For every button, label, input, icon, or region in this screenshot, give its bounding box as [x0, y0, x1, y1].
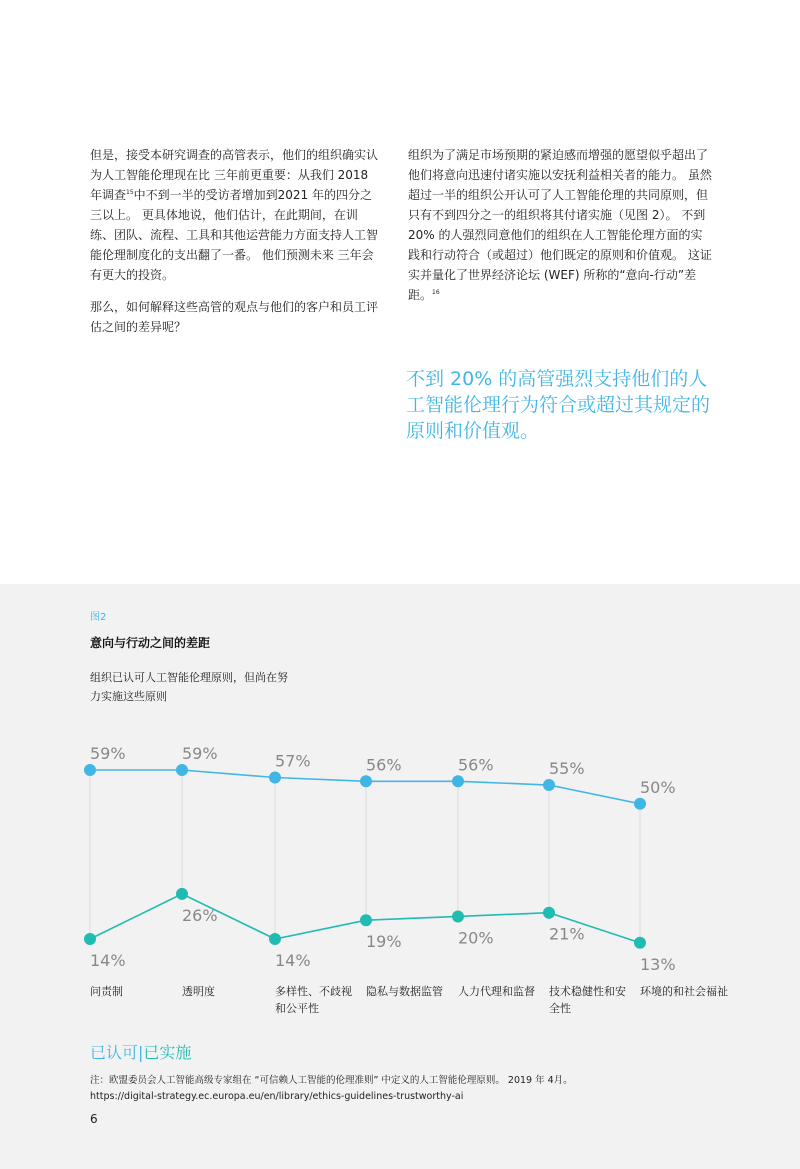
data-label-implemented: 19%	[366, 932, 402, 952]
data-point-endorsed	[84, 764, 96, 776]
data-point-endorsed	[543, 779, 555, 791]
data-label-endorsed: 59%	[182, 744, 218, 763]
data-label-implemented: 14%	[90, 951, 126, 970]
data-point-implemented	[176, 888, 188, 900]
footnote-url[interactable]: https://digital-strategy.ec.europa.eu/en/library/ethics-guidelines-trustworthy-ai	[90, 1091, 464, 1102]
data-label-implemented: 26%	[182, 905, 218, 925]
category-label: 人力代理和监督	[458, 985, 535, 998]
data-point-endorsed	[360, 775, 372, 787]
legend-implemented: 已实施	[143, 1043, 192, 1062]
category-label: 透明度	[182, 985, 215, 998]
data-label-endorsed: 56%	[366, 755, 402, 775]
figure-subtitle: 组织已认可人工智能伦理原则，但尚在努力实施这些原则	[90, 671, 288, 703]
left-paragraph-1: 但是，接受本研究调查的高管表示，他们的组织确实认为人工智能伦理现在比 三年前更重要：从我们 2018 年调查$^{15}$中不到一半的受访者增加到2021 年的四分之三以上。 更具体地说，他们估计，在此期间，在训练、团队、流程、工具和其他运营能力方面支持人工智能伦理制度化的支出翻了一番。 他们预测未来 三年会有更大的投资。	[90, 148, 379, 282]
category-label: 环境的和社会福祉	[640, 985, 728, 998]
data-label-endorsed: 50%	[640, 777, 676, 797]
data-point-implemented	[634, 937, 646, 949]
data-point-implemented	[84, 933, 96, 945]
figure-title: 意向与行动之间的差距	[90, 636, 211, 650]
data-label-implemented: 13%	[640, 954, 676, 974]
data-point-endorsed	[452, 775, 464, 787]
data-label-endorsed: 57%	[275, 751, 311, 771]
category-label: 多样性、不歧视和公平性	[275, 985, 352, 1015]
data-label-implemented: 21%	[549, 924, 585, 944]
data-point-implemented	[543, 907, 555, 919]
data-label-endorsed: 56%	[458, 755, 494, 775]
data-label-endorsed: 55%	[549, 759, 585, 779]
category-label: 隐私与数据监管	[366, 985, 443, 998]
data-point-implemented	[452, 910, 464, 922]
page-number: 6	[90, 1112, 98, 1126]
data-point-implemented	[360, 914, 372, 926]
right-paragraph-1: 组织为了满足市场预期的紧迫感而增强的愿望似乎超出了他们将意向迅速付诸实施以安抚利益相关者的能力。 虽然超过一半的组织公开认可了人工智能伦理的共同原则，但只有不到四分之一的组织将其付诸实施（见图 2）。 不到 20% 的人强烈同意他们的组织在人工智能伦理方面的实践和行动符合（或超过）他们既定的原则和价值观。 这证实并量化了世界经济论坛 (WEF) 所称的“意向-行动”差距。$^{16}$	[408, 148, 712, 302]
category-label: 问责制	[90, 985, 123, 998]
chart-legend	[90, 1040, 191, 1063]
left-paragraph-2: 那么，如何解释这些高管的观点与他们的客户和员工评估之间的差异呢？	[90, 300, 379, 334]
data-label-endorsed: 59%	[90, 744, 126, 763]
footnote-ref-15[interactable]: 15	[126, 189, 134, 196]
data-label-implemented: 20%	[458, 928, 494, 948]
data-label-implemented: 14%	[275, 951, 311, 970]
category-label: 技术稳健性和安全性	[549, 985, 626, 1015]
footnote	[90, 1073, 730, 1105]
legend-separator: |	[138, 1043, 144, 1062]
figure-number: 图2	[90, 612, 107, 623]
pull-quote: 不到 20% 的高管强烈支持他们的人工智能伦理行为符合或超过其规定的原则和价值观。	[406, 368, 711, 442]
legend-endorsed: 已认可	[90, 1043, 139, 1062]
data-point-endorsed	[634, 798, 646, 810]
footnote-ref-16[interactable]: 16	[432, 289, 440, 296]
footnote-text: 注：欧盟委员会人工智能高级专家组在 “可信赖人工智能的伦理准则” 中定义的人工智能伦理原则。 2019 年 4月。	[90, 1075, 573, 1086]
data-point-endorsed	[269, 772, 281, 784]
data-point-endorsed	[176, 764, 188, 776]
data-point-implemented	[269, 933, 281, 945]
